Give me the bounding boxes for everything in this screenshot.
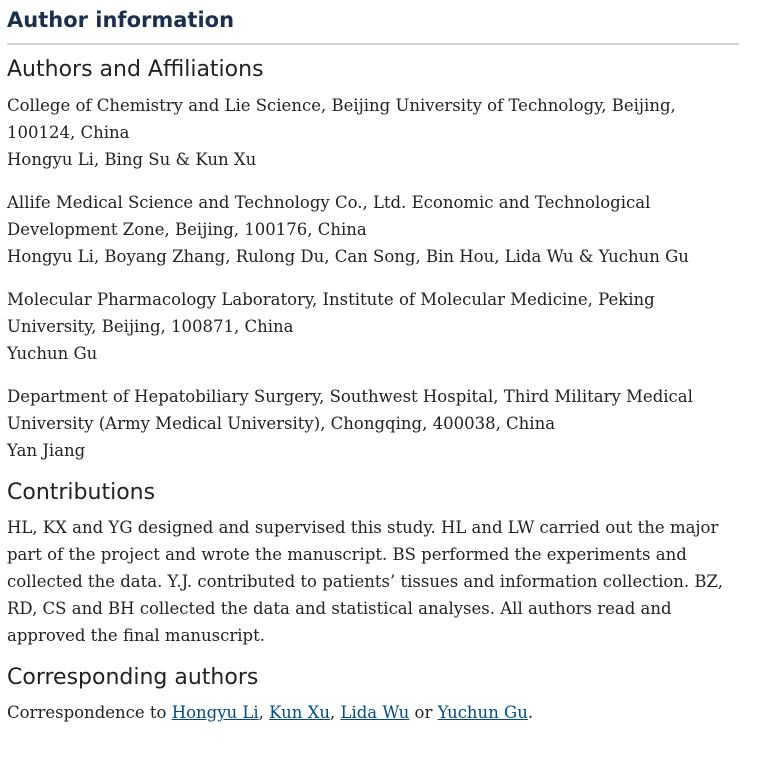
affiliation-institution: College of Chemistry and Lie Science, Beijing University of Technology, Beijing, 100124, China xyxy=(7,96,676,142)
authors-affiliations-heading: Authors and Affiliations xyxy=(7,57,264,82)
corresponding-authors-heading: Corresponding authors xyxy=(7,665,259,690)
contributions-text: HL, KX and YG designed and supervised this study. HL and LW carried out the major part of the project and wrote the manuscript. BS performed the experiments and collected the data. Y.J. contributed to patients’ tissues and information collection. BZ, RD, CS and BH collected the data and statistical analyses. All authors read and approved the final manuscript. xyxy=(7,518,723,645)
affiliation-authors: Yan Jiang xyxy=(7,441,86,460)
affiliation-institution: Allife Medical Science and Technology Co., Ltd. Economic and Technological Development Zone, Beijing, 100176, China xyxy=(7,193,651,239)
correspondence-prefix: Correspondence to xyxy=(7,703,172,722)
author-link-hongyu-li[interactable]: Hongyu Li xyxy=(171,703,259,722)
author-link-kun-xu[interactable]: Kun Xu xyxy=(269,703,330,722)
affiliation-authors: Hongyu Li, Bing Su & Kun Xu xyxy=(7,150,257,169)
correspondence-line xyxy=(7,699,739,726)
affiliation-authors: Yuchun Gu xyxy=(7,344,98,363)
author-link-lida-wu[interactable]: Lida Wu xyxy=(340,703,410,722)
contributions-heading: Contributions xyxy=(7,480,156,505)
affiliation-institution: Molecular Pharmacology Laboratory, Institute of Molecular Medicine, Peking University, Beijing, 100871, China xyxy=(7,290,655,336)
separator: or xyxy=(409,703,438,722)
separator: , xyxy=(258,703,270,722)
separator: , xyxy=(330,703,341,722)
section-title: Author information xyxy=(7,0,739,45)
author-link-yuchun-gu[interactable]: Yuchun Gu xyxy=(437,703,528,722)
affiliation-item xyxy=(7,189,739,270)
affiliation-authors: Hongyu Li, Boyang Zhang, Rulong Du, Can Song, Bin Hou, Lida Wu & Yuchun Gu xyxy=(7,247,689,266)
correspondence-suffix: . xyxy=(527,703,534,722)
affiliation-item xyxy=(7,286,739,367)
affiliation-institution: Department of Hepatobiliary Surgery, Southwest Hospital, Third Military Medical University (Army Medical University), Chongqing, 400038, China xyxy=(7,387,693,433)
affiliation-item xyxy=(7,383,739,464)
affiliation-item xyxy=(7,92,739,173)
